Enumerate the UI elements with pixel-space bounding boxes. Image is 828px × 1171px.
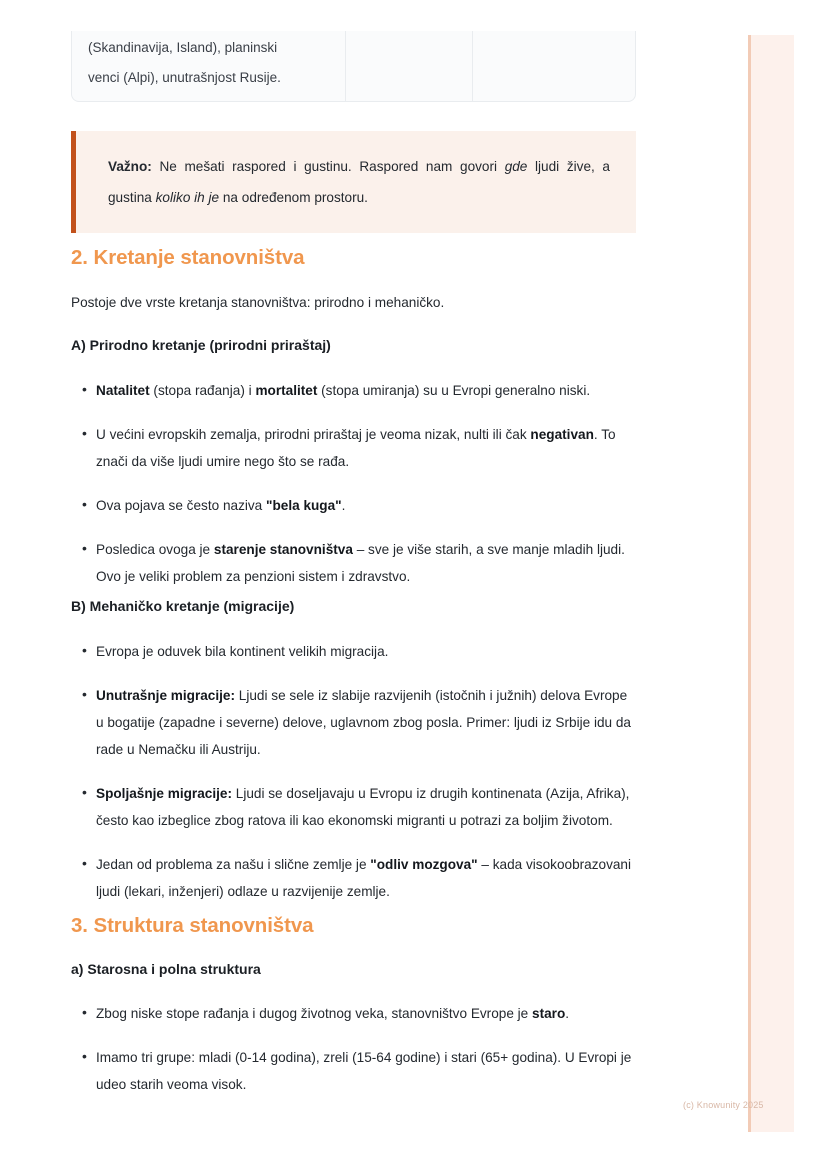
bullet-mid: (stopa rađanja) i — [149, 383, 256, 398]
bullet-lead: Posledica ovoga je — [96, 542, 214, 557]
section-3a-bullet-list — [71, 1000, 636, 1098]
list-item — [71, 421, 636, 475]
callout-text-2: ljudi žive, a gustina — [108, 159, 610, 205]
bullet-lead: Zbog niske stope rađanja i dugog životnog veka, stanovništvo Evrope je — [96, 1006, 533, 1021]
footer-watermark: (c) Knowunity 2025 — [683, 1100, 764, 1110]
section-2a-bullet-list — [71, 377, 636, 590]
bullet-bold-1: "odliv mozgova" — [370, 857, 478, 872]
table-cell-line-1: (Skandinavija, Island), planinski — [88, 40, 278, 55]
bullet-bold-1: Spoljašnje migracije: — [96, 786, 232, 801]
list-item — [71, 1000, 636, 1027]
bullet-lead: Evropa je oduvek bila kontinent velikih migracija. — [96, 644, 389, 659]
list-item — [71, 536, 636, 590]
bullet-bold-1: Unutrašnje migracije: — [96, 688, 235, 703]
bullet-rest: . To znači da više ljudi umire nego što se rađa. — [96, 427, 616, 469]
list-item — [71, 682, 636, 763]
bullet-rest: (stopa umiranja) su u Evropi generalno niski. — [317, 383, 591, 398]
section-3a-heading: a) Starosna i polna struktura — [71, 961, 261, 977]
callout-text — [108, 151, 610, 213]
section-2-intro: Postoje dve vrste kretanja stanovništva: prirodno i mehaničko. — [71, 295, 445, 310]
list-item — [71, 492, 636, 519]
list-item — [71, 780, 636, 834]
page-edge-band — [748, 35, 794, 1132]
bullet-bold-2: mortalitet — [255, 383, 318, 398]
callout-label: Važno: — [108, 159, 152, 174]
callout-italic-2: koliko ih je — [155, 190, 220, 205]
list-item — [71, 377, 636, 404]
section-2a-heading: A) Prirodno kretanje (prirodni priraštaj) — [71, 337, 331, 353]
bullet-bold-1: staro — [532, 1006, 566, 1021]
bullet-rest: . — [341, 498, 346, 513]
section-2-heading: 2. Kretanje stanovništva — [71, 246, 305, 269]
table-cell-line-2: venci (Alpi), unutrašnjost Rusije. — [88, 70, 281, 85]
page-edge-band-line — [748, 35, 751, 1132]
bullet-rest: – kada visokoobrazovani ljudi (lekari, inženjeri) odlaze u razvijenije zemlje. — [96, 857, 632, 899]
important-callout — [71, 131, 636, 233]
list-item — [71, 638, 636, 665]
bullet-bold-1: Natalitet — [96, 383, 150, 398]
section-3-heading: 3. Struktura stanovništva — [71, 914, 314, 937]
bullet-bold-1: "bela kuga" — [266, 498, 342, 513]
bullet-rest: – sve je više starih, a sve manje mladih ljudi. Ovo je veliki problem za penzioni sistem i zdravstvo. — [96, 542, 625, 584]
table-cell-description — [72, 31, 346, 101]
callout-text-1: Ne mešati raspored i gustinu. Raspored nam govori — [151, 159, 505, 174]
section-2b-bullet-list — [71, 638, 636, 905]
bullet-lead: Ova pojava se često naziva — [96, 498, 267, 513]
bullet-bold-1: starenje stanovništva — [213, 542, 353, 557]
callout-italic-1: gde — [504, 159, 528, 174]
callout-text-3: na određenom prostoru. — [219, 190, 368, 205]
bullet-rest: Ljudi se sele iz slabije razvijenih (istočnih i južnih) delova Evrope u bogatije (zapadne i severne) delove, uglavnom zbog posla. Primer: ljudi iz Srbije idu da rade u Nemačku ili Austriju. — [96, 688, 631, 757]
bullet-lead: Jedan od problema za našu i slične zemlje je — [96, 857, 371, 872]
section-2b-heading: B) Mehaničko kretanje (migracije) — [71, 598, 295, 614]
table-cell-right — [473, 31, 635, 101]
bullet-lead: Imamo tri grupe: mladi (0-14 godina), zreli (15-64 godine) i stari (65+ godina). U Evropi je udeo starih veoma visok. — [96, 1050, 632, 1092]
table-fragment — [71, 31, 636, 102]
bullet-bold-1: negativan — [530, 427, 594, 442]
bullet-lead: U većini evropskih zemalja, prirodni priraštaj je veoma nizak, nulti ili čak — [96, 427, 531, 442]
list-item — [71, 1044, 636, 1098]
table-cell-middle — [346, 31, 473, 101]
bullet-rest: Ljudi se doseljavaju u Evropu iz drugih kontinenata (Azija, Afrika), često kao izbeglice zbog ratova ili kao ekonomski migranti u potrazi za boljim životom. — [96, 786, 630, 828]
bullet-rest: . — [565, 1006, 570, 1021]
list-item — [71, 851, 636, 905]
